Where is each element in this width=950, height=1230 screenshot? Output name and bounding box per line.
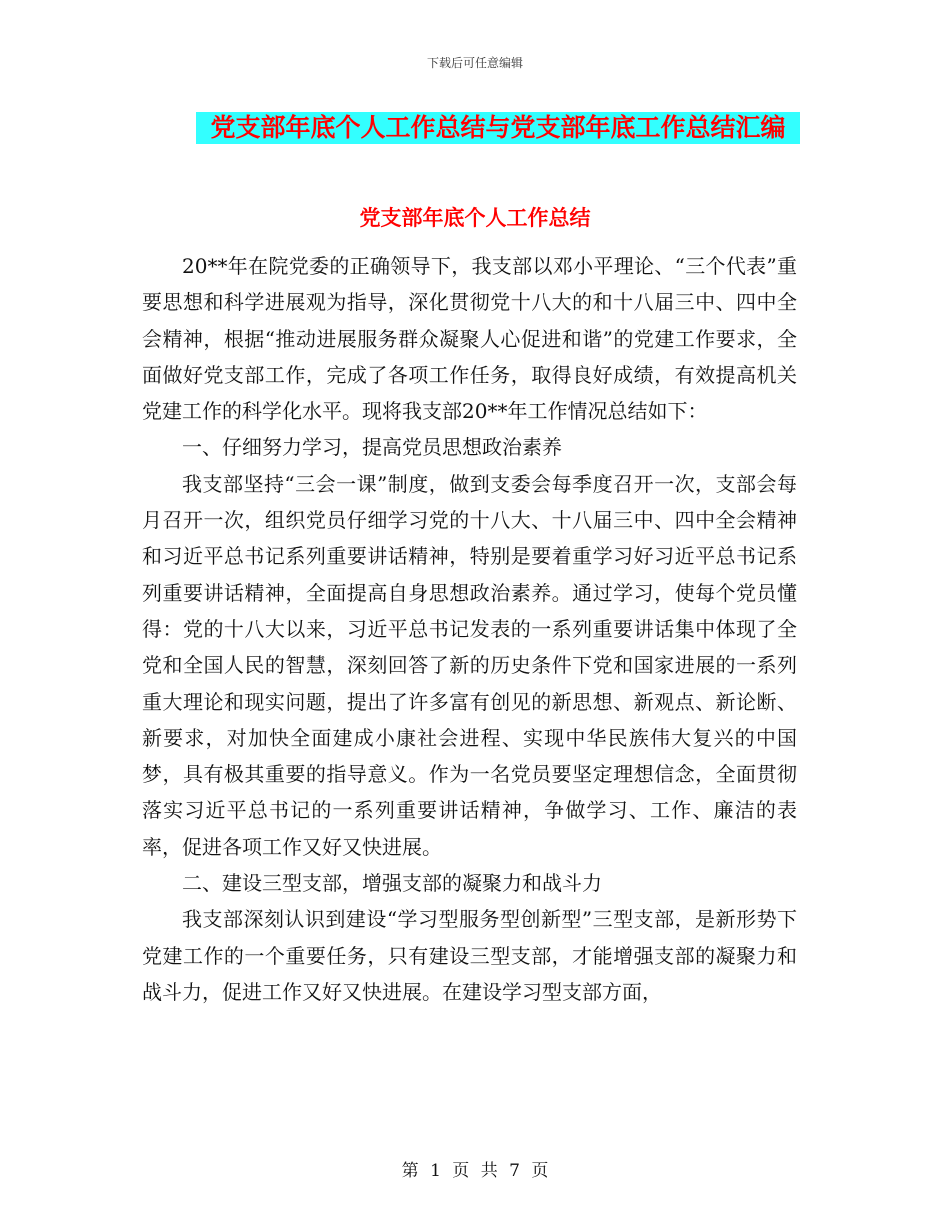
- page-number-footer: 第 1 页 共 7 页: [401, 1161, 549, 1181]
- header-note: 下载后可任意编辑: [426, 56, 523, 70]
- document-title: 党支部年底个人工作总结与党支部年底工作总结汇编: [196, 112, 800, 144]
- heading-section-one: 一、仔细努力学习，提高党员思想政治素养: [182, 435, 562, 460]
- body-paragraph-intro: 20**年在院党委的正确领导下，我支部以邓小平理论、“三个代表”重要思想和科学进展观为指导，深化贯彻党十八大的和十八届三中、四中全会精神，根据“推动进展服务群众凝聚人心促进和谐”的党建工作要求，全面做好党支部工作，完成了各项工作任务，取得良好成绩，有效提高机关党建工作的科学化水平。现将我支部20**年工作情况总结如下：: [142, 254, 797, 424]
- body-paragraph-branch: 我支部深刻认识到建设“学习型服务型创新型”三型支部，是新形势下党建工作的一个重要任务，只有建设三型支部，才能增强支部的凝聚力和战斗力，促进工作又好又快进展。在建设学习型支部方面，: [142, 907, 797, 1004]
- body-paragraph-study: 我支部坚持“三会一课”制度，做到支委会每季度召开一次，支部会每月召开一次，组织党员仔细学习党的十八大、十八届三中、四中全会精神和习近平总书记系列重要讲话精神，特别是要着重学习好习近平总书记系列重要讲话精神，全面提高自身思想政治素养。通过学习，使每个党员懂得：党的十八大以来，习近平总书记发表的一系列重要讲话集中体现了全党和全国人民的智慧，深刻回答了新的历史条件下党和国家进展的一系列重大理论和现实问题，提出了许多富有创见的新思想、新观点、新论断、新要求，对加快全面建成小康社会进程、实现中华民族伟大复兴的中国梦，具有极其重要的指导意义。作为一名党员要坚定理想信念，全面贯彻落实习近平总书记的一系列重要讲话精神，争做学习、工作、廉洁的表率，促进各项工作又好又快进展。: [142, 471, 797, 859]
- document-body: [142, 248, 797, 1010]
- heading-section-two: 二、建设三型支部，增强支部的凝聚力和战斗力: [182, 871, 602, 896]
- section-title: 党支部年底个人工作总结: [359, 205, 591, 230]
